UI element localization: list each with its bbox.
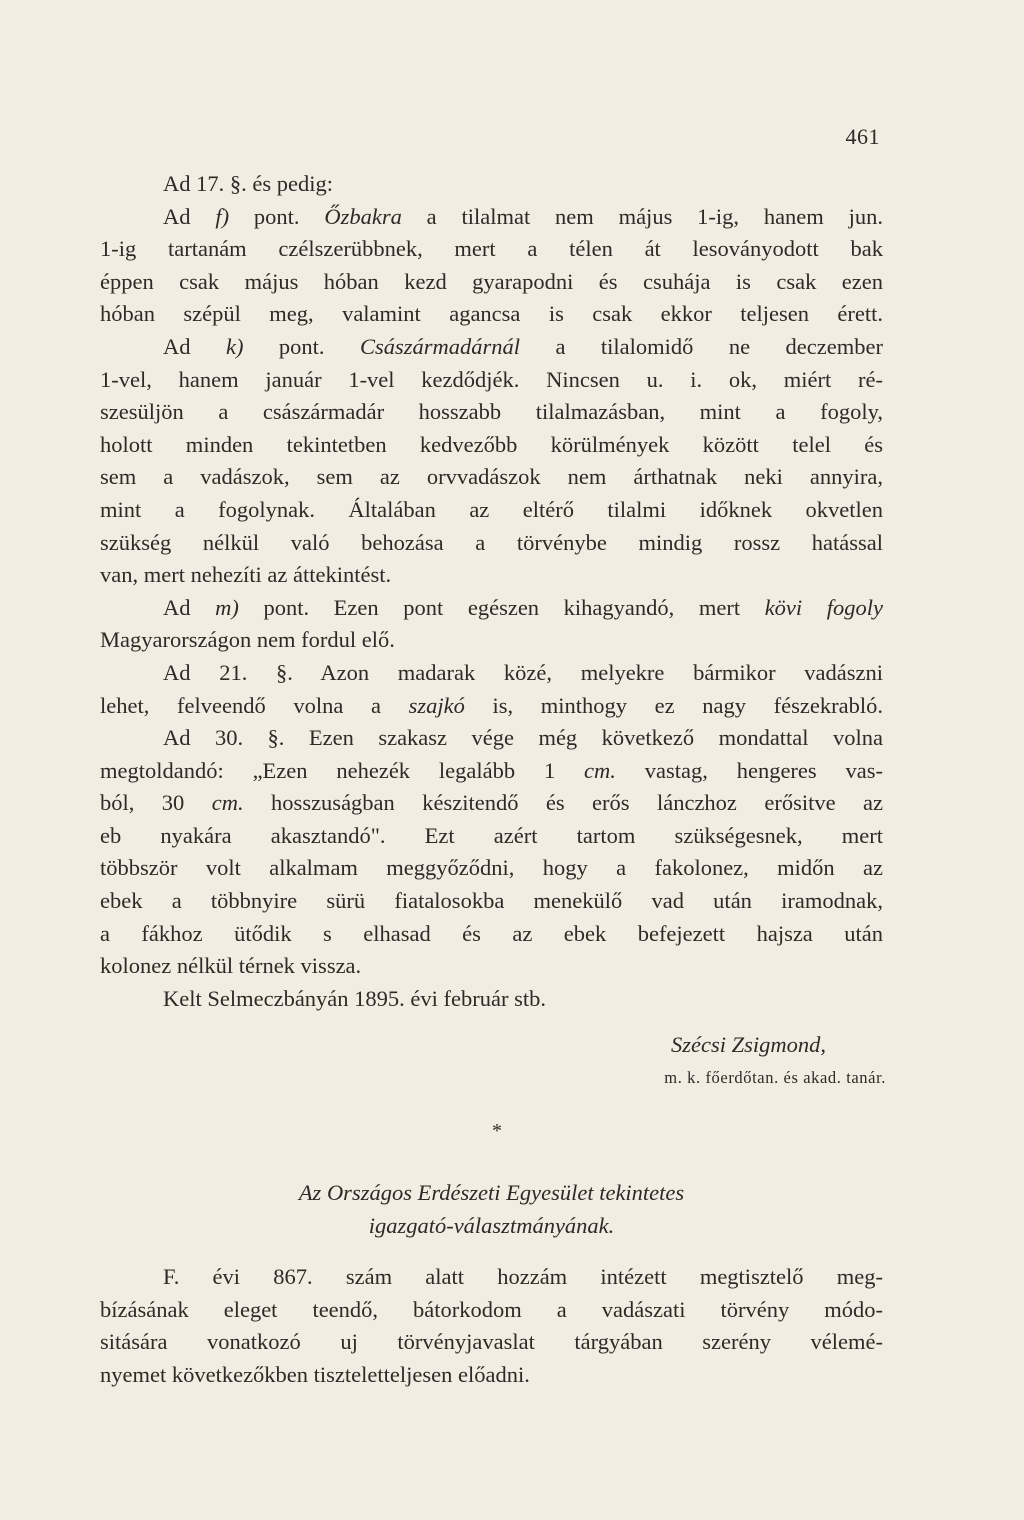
text-line [100,559,883,592]
text-segment: pont. Ezen pont egészen kihagyandó, mert [238,594,765,620]
body-text-letter [100,1261,883,1391]
text-segment: is, minthogy ez nagy fészekrabló. [464,692,883,718]
text-segment: pont. [243,333,360,359]
text-segment: bízásának eleget teendő, bátorkodom a vadászati törvény módo- [100,1296,883,1322]
italic-text: kövi fogoly [764,594,883,620]
text-segment: szükség nélkül való behozása a törvénybe mindig rossz hatással [100,529,883,555]
text-line [100,983,883,1016]
text-line [100,1326,883,1359]
body-text-main [100,168,883,1015]
text-segment: 1-vel, hanem január 1-vel kezdődjék. Nincsen u. i. ok, miért ré- [100,366,883,392]
text-line [100,885,883,918]
text-segment: 1-ig tartanám czélszerübbnek, mert a télen át lesoványodott bak [100,236,883,262]
page-number: 461 [845,124,880,149]
text-line [100,1261,883,1294]
text-segment: a tilalomidő ne deczember [520,333,883,359]
section-separator: * [492,1120,502,1142]
text-segment: Ad [163,333,226,359]
text-line [100,950,883,983]
text-segment: Ad [163,594,216,620]
text-segment: sitására vonatkozó uj törvényjavaslat tárgyában szerény vélemé- [100,1329,883,1355]
text-segment: ebek a többnyire sürü fiatalosokba menekülő vad után iramodnak, [100,888,883,914]
text-line [100,690,883,723]
text-line [100,624,883,657]
text-segment: hosszuságban készitendő és erős lánczhoz erősitve az [243,790,883,816]
text-line [100,527,883,560]
text-line [100,1294,883,1327]
text-line [100,657,883,690]
italic-text: cm. [211,790,244,816]
text-segment: Ad 21. §. Azon madarak közé, melyekre bármikor vadászni [163,659,883,685]
text-line [100,755,883,788]
text-segment: éppen csak május hóban kezd gyarapodni és csuhája is csak ezen [100,268,883,294]
text-line [100,168,883,201]
text-segment: mint a fogolynak. Általában az eltérő tilalmi időknek okvetlen [100,496,883,522]
text-segment: Ad 17. §. és pedig: [163,171,333,196]
text-segment: Magyarországon nem fordul elő. [100,627,395,653]
text-segment: kolonez nélkül térnek vissza. [100,953,362,979]
text-line [100,461,883,494]
address-heading-line1: Az Országos Erdészeti Egyesület tekintetes [298,1180,685,1205]
text-segment: van, mert nehezíti az áttekintést. [100,562,392,588]
text-line [100,364,883,397]
text-segment: megtoldandó: „Ezen nehezék legalább 1 [100,757,585,783]
text-segment: holott minden tekintetben kedvezőbb körülmények között telel és [100,431,883,457]
italic-text: szajkó [408,692,465,718]
text-segment: hóban szépül meg, valamint agancsa is csak ekkor teljesen érett. [100,301,883,327]
text-segment: lehet, felveendő volna a [100,692,409,718]
italic-text: cm. [584,757,616,783]
text-segment: a fákhoz ütődik s elhasad és az ebek befejezett hajsza után [100,920,883,946]
text-segment: vastag, hengeres vas- [615,757,883,783]
text-line [100,494,883,527]
text-segment: Ad 30. §. Ezen szakasz vége még következő mondattal volna [163,725,883,751]
text-line [100,331,883,364]
italic-text: m) [215,594,239,620]
text-segment: ból, 30 [100,790,212,816]
signature: Szécsi Zsigmond, [670,1032,826,1057]
text-line [100,396,883,429]
text-line [100,233,883,266]
italic-text: Császármadárnál [359,333,521,359]
text-line [100,592,883,625]
signature-title: m. k. főerdőtan. és akad. tanár. [664,1068,886,1087]
text-segment: szesüljön a császármadár hosszabb tilalmazásban, mint a fogoly, [100,399,883,425]
text-segment: F. évi 867. szám alatt hozzám intézett megtisztelő meg- [163,1264,883,1289]
text-line [100,918,883,951]
address-heading-line2: igazgató-választmányának. [368,1213,615,1238]
text-segment: sem a vadászok, sem az orvvadászok nem árthatnak neki annyira, [100,464,883,490]
text-segment: Ad [163,203,216,229]
text-line [100,201,883,234]
text-line [100,787,883,820]
text-line [100,429,883,462]
text-line [100,298,883,331]
text-segment: Kelt Selmeczbányán 1895. évi február stb. [163,985,546,1011]
text-segment: eb nyakára akasztandó". Ezt azért tartom szükségesnek, mert [100,822,883,848]
text-line [100,1359,883,1392]
text-line [100,722,883,755]
italic-text: Őzbakra [324,203,402,229]
text-line [100,852,883,885]
text-segment: a tilalmat nem május 1-ig, hanem jun. [401,203,883,229]
italic-text: k) [225,333,244,359]
text-line [100,820,883,853]
text-segment: többször volt alkalmam meggyőződni, hogy a fakolonez, midőn az [100,855,883,881]
text-line [100,266,883,299]
italic-text: f) [215,203,230,229]
text-segment: pont. [229,203,325,229]
text-segment: nyemet következőkben tiszteletteljesen előadni. [100,1361,530,1387]
